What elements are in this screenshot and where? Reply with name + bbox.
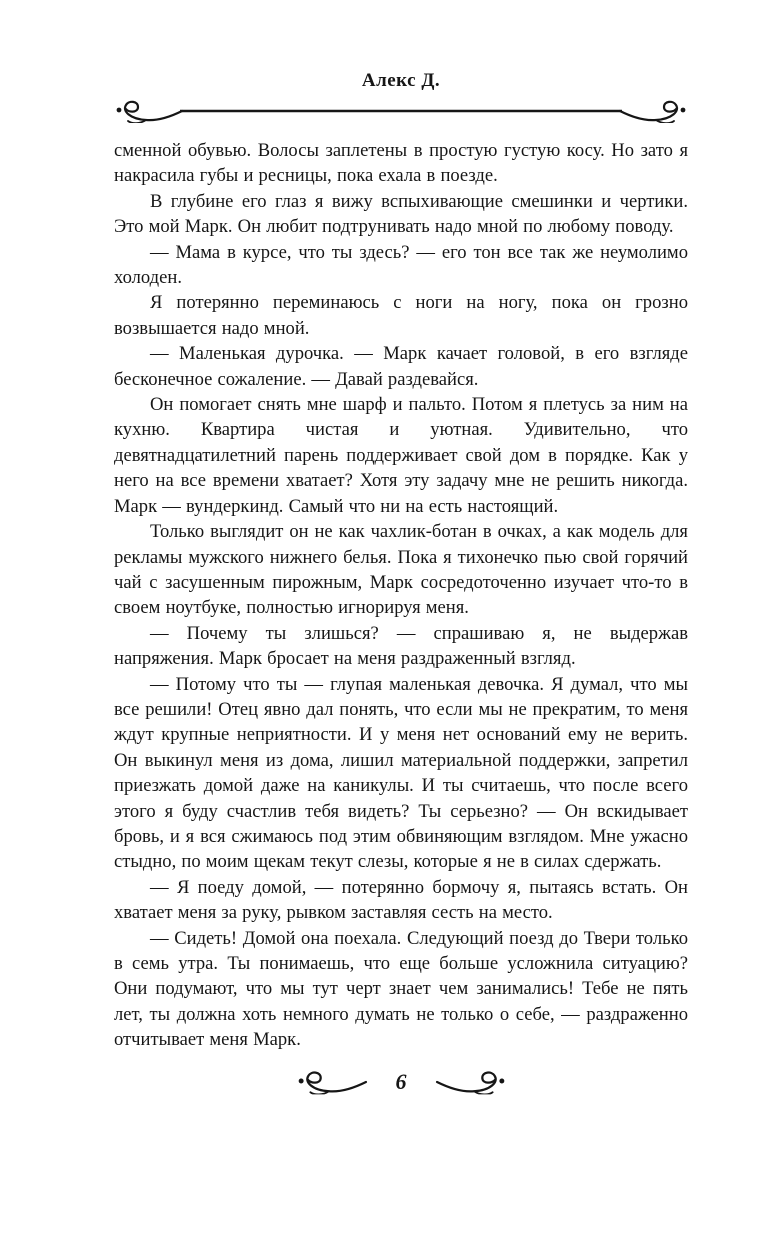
body-paragraph: — Почему ты злишься? — спрашиваю я, не выдержав напряжения. Марк бросает на меня раздраженный взгляд. bbox=[114, 622, 688, 670]
body-paragraph: Он помогает снять мне шарф и пальто. Потом я плетусь за ним на кухню. Квартира чистая и уютная. Удивительно, что девятнадцатилетний парень поддерживает свой дом в порядке. Как у него на все времени хватает? Хотя эту задачу мне не решить никогда. Марк — вундеркинд. Самый что ни на есть настоящий. bbox=[114, 394, 688, 517]
body-paragraph: — Я поеду домой, — потерянно бормочу я, пытаясь встать. Он хватает меня за руку, рывком заставляя сесть на место. bbox=[114, 876, 688, 924]
flourish-left-icon bbox=[296, 1069, 368, 1095]
body-text bbox=[114, 138, 688, 1053]
body-paragraph: Я потерянно переминаюсь с ноги на ногу, пока он грозно возвышается надо мной. bbox=[114, 292, 688, 339]
body-paragraph: — Сидеть! Домой она поехала. Следующий поезд до Твери только в семь утра. Ты понимаешь, что еще больше усложнила ситуацию? Они подумают, что мы тут черт знает чем занимались! Тебе не пять лет, ты должна хоть немного думать не только о себе, — раздраженно отчитывает меня Марк. bbox=[114, 927, 688, 1051]
flourish-right-icon bbox=[435, 1069, 507, 1095]
body-paragraph: сменной обувью. Волосы заплетены в простую густую косу. Но зато я накрасила губы и ресницы, пока ехала в поезде. bbox=[114, 140, 688, 187]
body-paragraph: Только выглядит он не как чахлик-ботан в очках, а как модель для рекламы мужского нижнего белья. Пока я тихонечко пью свой горячий чай с засушенным пирожным, Марк сосредоточенно изучает что-то в своем ноутбуке, полностью игнорируя меня. bbox=[114, 521, 688, 619]
body-paragraph: — Мама в курсе, что ты здесь? — его тон все так же неумолимо холоден. bbox=[114, 241, 688, 289]
page-title: Алекс Д. bbox=[361, 70, 441, 91]
flourish-divider-icon bbox=[114, 98, 688, 124]
body-paragraph: В глубине его глаз я вижу вспыхивающие смешинки и чертики. Это мой Марк. Он любит подтрунивать надо мной по любому поводу. bbox=[114, 190, 688, 238]
page-footer bbox=[114, 1069, 688, 1095]
page-number: 6 bbox=[395, 1068, 407, 1094]
body-paragraph: — Маленькая дурочка. — Марк качает головой, в его взгляде бесконечное сожаление. — Давай раздевайся. bbox=[114, 343, 688, 390]
body-paragraph: — Потому что ты — глупая маленькая девочка. Я думал, что мы все решили! Отец явно дал понять, что если мы не прекратим, то меня ждут крупные неприятности. И у меня нет оснований ему не верить. Он выкинул меня из дома, лишил материальной поддержки, запретил приезжать домой даже на каникулы. И ты считаешь, что после всего этого я буду счастлив тебя видеть? Ты серьезно? — Он вскидывает бровь, и я вся сжимаюсь под этим обвиняющим взглядом. Мне ужасно стыдно, по моим щекам текут слезы, которые я не в силах сдержать. bbox=[114, 673, 688, 873]
